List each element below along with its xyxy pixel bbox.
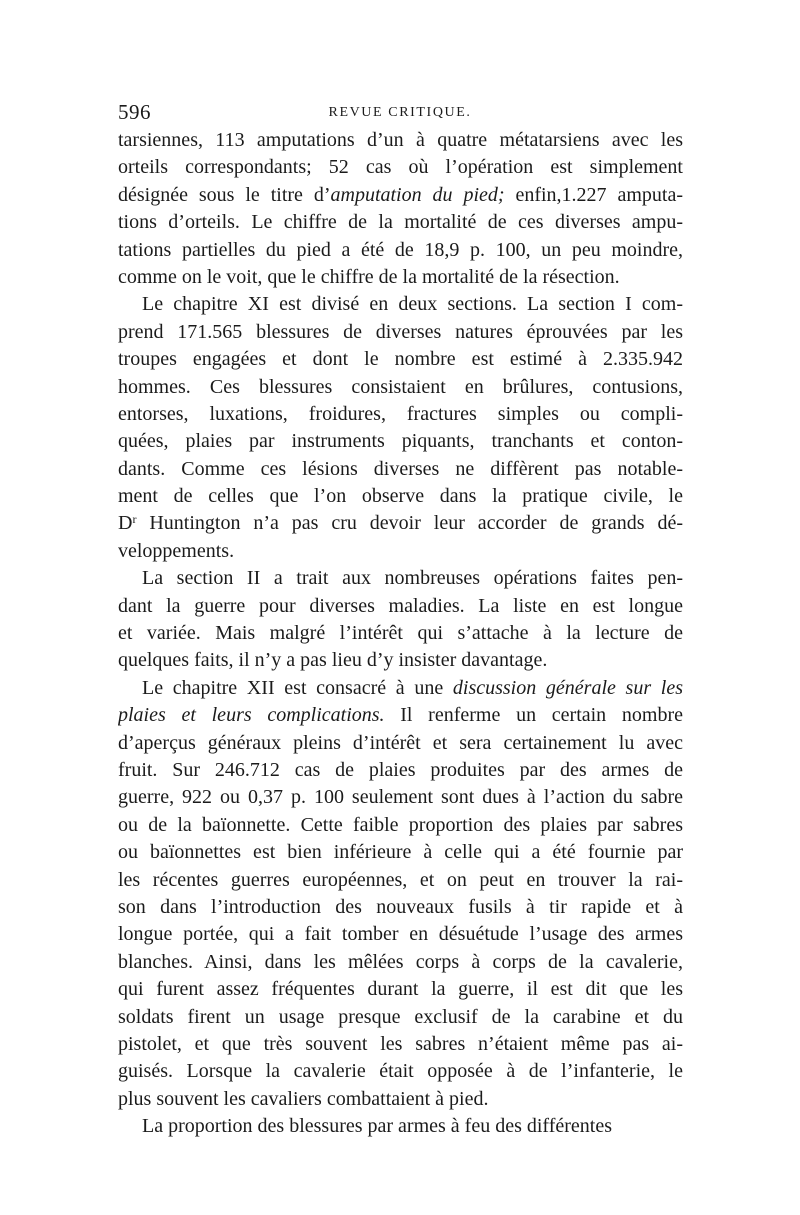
- text-line: ou de la baïonnette. Cette faible proportion des plaies par sabres: [118, 813, 683, 836]
- text-segment: D: [118, 512, 133, 535]
- text-segment: Huntington n’a pas cru devoir leur accorder de grands dé-: [136, 512, 683, 535]
- text-line: tations partielles du pied a été de 18,9 p. 100, un peu moindre,: [118, 238, 683, 261]
- running-title: REVUE CRITIQUE.: [328, 105, 472, 120]
- text-line: guisés. Lorsque la cavalerie était opposée à de l’infanterie, le: [118, 1060, 683, 1083]
- text-line: et variée. Mais malgré l’intérêt qui s’attache à la lecture de: [118, 622, 683, 645]
- text-line: Le chapitre XI est divisé en deux sections. La section I com-: [142, 293, 683, 316]
- text-line: son dans l’introduction des nouveaux fusils à tir rapide et à: [118, 895, 683, 918]
- text-line: comme on le voit, que le chiffre de la mortalité de la résection.: [118, 265, 620, 288]
- text-line: quelques faits, il n’y a pas lieu d’y insister davantage.: [118, 649, 548, 672]
- text-line: qui furent assez fréquentes durant la guerre, il est dit que les: [118, 978, 683, 1001]
- text-line: soldats firent un usage presque exclusif de la carabine et du: [118, 1005, 683, 1028]
- italic-title: amputation du pied;: [330, 183, 505, 206]
- text-segment: Il renferme un certain nombre: [384, 704, 683, 727]
- running-head: [118, 100, 682, 126]
- text-line: tions d’orteils. Le chiffre de la mortalité de ces diverses ampu-: [118, 211, 683, 234]
- text-line: veloppements.: [118, 539, 235, 562]
- text-line: pistolet, et que très souvent les sabres n’étaient même pas ai-: [118, 1032, 683, 1055]
- text-line: troupes engagées et dont le nombre est estimé à 2.335.942: [118, 348, 683, 371]
- italic-title: plaies et leurs complications.: [118, 704, 385, 727]
- text-line: dant la guerre pour diverses maladies. La liste en est longue: [118, 594, 683, 617]
- page-number: 596: [118, 100, 151, 124]
- text-line: plus souvent les cavaliers combattaient à pied.: [118, 1087, 489, 1110]
- text-line: blanches. Ainsi, dans les mêlées corps à corps de la cavalerie,: [118, 950, 683, 973]
- text-line: tarsiennes, 113 amputations d’un à quatre métatarsiens avec les: [118, 129, 683, 151]
- text-line: orteils correspondants; 52 cas où l’opération est simplement: [118, 156, 683, 179]
- text-line: dants. Comme ces lésions diverses ne diffèrent pas notable-: [118, 457, 683, 480]
- text-segment: enfin,1.227 amputa-: [504, 183, 683, 206]
- text-line: guerre, 922 ou 0,37 p. 100 seulement sont dues à l’action du sabre: [118, 786, 683, 809]
- text-line: fruit. Sur 246.712 cas de plaies produites par des armes de: [118, 758, 683, 781]
- text-line: longue portée, qui a fait tomber en désuétude l’usage des armes: [118, 923, 683, 946]
- text-line: La proportion des blessures par armes à feu des différentes: [142, 1115, 613, 1138]
- superscript-r: r: [132, 512, 137, 527]
- text-line: les récentes guerres européennes, et on peut en trouver la rai-: [118, 868, 683, 891]
- body-text: [118, 127, 683, 1140]
- text-segment: Le chapitre XII est consacré à une: [142, 676, 453, 699]
- text-line: [118, 182, 683, 209]
- text-line: hommes. Ces blessures consistaient en brûlures, contusions,: [118, 375, 683, 398]
- text-line: ou baïonnettes est bien inférieure à celle qui a été fournie par: [118, 841, 683, 864]
- text-line: ment de celles que l’on observe dans la pratique civile, le: [118, 485, 683, 508]
- text-line: [118, 675, 683, 702]
- text-line: [118, 510, 683, 537]
- italic-title: discussion générale sur les: [452, 676, 683, 699]
- text-line: prend 171.565 blessures de diverses natures éprouvées par les: [118, 320, 683, 343]
- text-line: [118, 702, 683, 729]
- text-line: entorses, luxations, froidures, fractures simples ou compli-: [118, 402, 683, 425]
- text-segment: désignée sous le titre d’: [118, 183, 331, 206]
- text-line: d’aperçus généraux pleins d’intérêt et sera certainement lu avec: [118, 731, 683, 754]
- text-line: quées, plaies par instruments piquants, tranchants et conton-: [118, 430, 683, 453]
- text-line: La section II a trait aux nombreuses opérations faites pen-: [142, 567, 683, 590]
